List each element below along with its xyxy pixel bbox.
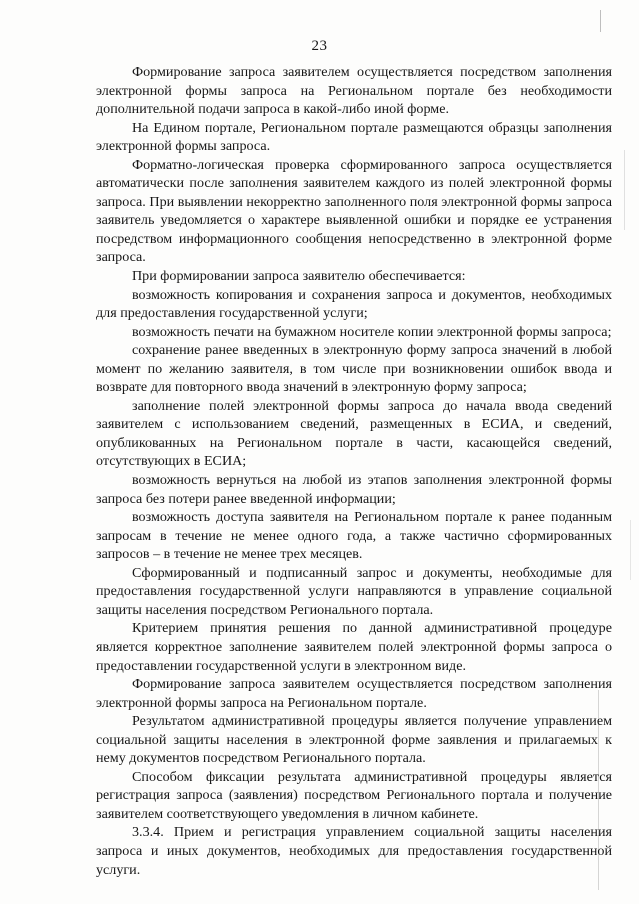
paragraph-return-step: возможность вернуться на любой из этапов заполнения электронной формы запроса без потери ранее введенной информации;	[96, 472, 612, 507]
paragraph-save-values: сохранение ранее введенных в электронную форму запроса значений в любой момент по желанию заявителя, в том числе при возникновении ошибок ввода и возврате для повторного ввода значений в электронную форму запроса;	[96, 342, 612, 396]
paragraph-provided-features-intro: При формировании запроса заявителю обеспечивается:	[132, 268, 466, 285]
paragraph-procedure-result: Результатом административной процедуры является получение управлением социальной защиты населения в электронной форме заявления и прилагаемых к нему документов посредством Регионального портала.	[96, 713, 612, 767]
paragraph-access-history: возможность доступа заявителя на Региональном портале к ранее поданным запросам в течение не менее одного года, а также частично сформированных запросов – в течение не менее трех месяцев.	[96, 509, 612, 563]
paragraph-sample-forms: На Едином портале, Региональном портале размещаются образцы заполнения электронной формы запроса.	[96, 119, 612, 155]
paragraph-prefill-fields: заполнение полей электронной формы запроса до начала ввода сведений заявителем с использованием сведений, размещенных в ЕСИА, и сведений, опубликованных на Региональном портале в части, касающейся сведений, отсутствующих в ЕСИА;	[96, 397, 612, 470]
paragraph-section-3-3-4: 3.3.4. Прием и регистрация управлением социальной защиты населения запроса и иных документов, необходимых для предоставления государственной услуги.	[96, 824, 612, 878]
scan-artifact-line	[630, 520, 631, 580]
paragraph-print-copy: возможность печати на бумажном носителе копии электронной формы запроса;	[132, 323, 612, 340]
paragraph-format-check: Форматно-логическая проверка сформированного запроса осуществляется автоматически после заполнения заявителем каждого из полей электронной формы запроса. При выявлении некорректно заполненного поля электронной формы запроса заявитель уведомляется о характере выявленной ошибки и порядке ее устранения посредством информационного сообщения непосредственно в электронной форме запроса.	[96, 156, 612, 266]
paragraph-copy-save: возможность копирования и сохранения запроса и документов, необходимых для предоставления государственной услуги;	[96, 286, 612, 322]
page-number: 23	[311, 38, 328, 54]
paragraph-request-formation: Формирование запроса заявителем осуществляется посредством заполнения электронной формы запроса на Региональном портале без необходимости дополнительной подачи запроса в какой-либо иной форме.	[96, 64, 612, 118]
paragraph-submission: Сформированный и подписанный запрос и документы, необходимые для предоставления государственной услуги направляются в управление социальной защиты населения посредством Регионального портала.	[96, 564, 612, 618]
paragraph-decision-criterion: Критерием принятия решения по данной административной процедуре является корректное заполнение заявителем полей электронной формы запроса о предоставлении государственной услуги в электронном виде.	[96, 620, 612, 674]
paragraph-result-fixation: Способом фиксации результата административной процедуры является регистрация запроса (заявления) посредством Регионального портала и получение заявителем соответствующего уведомления в личном кабинете.	[96, 768, 612, 822]
document-body	[96, 63, 612, 879]
paragraph-request-formation-repeat: Формирование запроса заявителем осуществляется посредством заполнения электронной формы запроса на Региональном портале.	[96, 676, 612, 711]
scan-artifact-line	[624, 150, 625, 230]
scan-artifact-line	[600, 10, 601, 32]
